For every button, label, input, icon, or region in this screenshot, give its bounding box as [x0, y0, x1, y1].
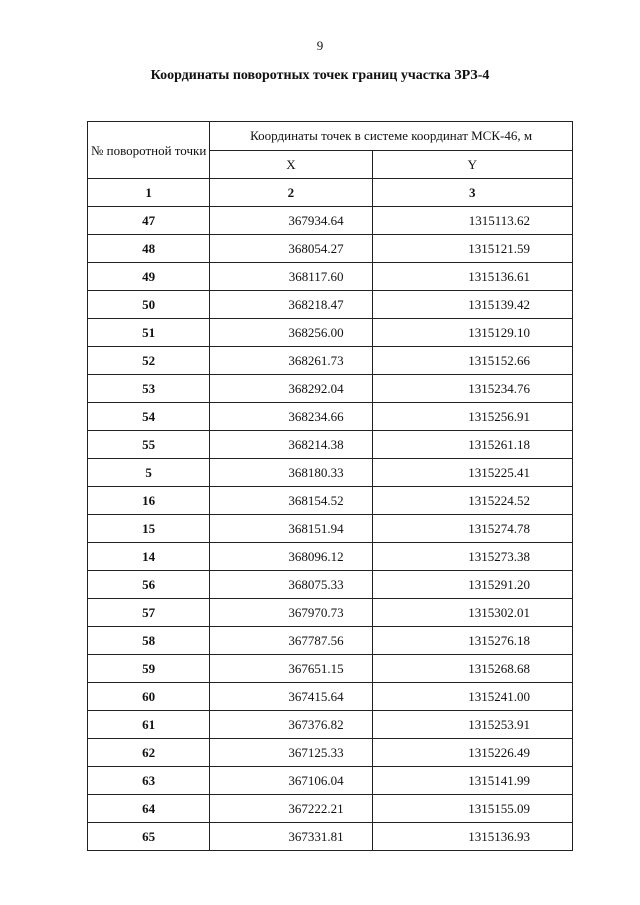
table-row [88, 291, 573, 319]
table-row [88, 767, 573, 795]
table-row [88, 795, 573, 823]
point-number: 61 [88, 711, 210, 739]
point-number: 51 [88, 319, 210, 347]
coord-x: 367222.21 [210, 795, 372, 823]
page-number: 9 [316, 38, 324, 53]
coord-y: 1315129.10 [372, 319, 572, 347]
coord-y: 1315226.49 [372, 739, 572, 767]
column-number: 1 [88, 179, 210, 207]
header-point-number: № поворотной точки [88, 122, 210, 179]
coord-x: 368292.04 [210, 375, 372, 403]
point-number: 5 [88, 459, 210, 487]
coord-x: 368117.60 [210, 263, 372, 291]
point-number: 62 [88, 739, 210, 767]
point-number: 47 [88, 207, 210, 235]
coord-x: 368261.73 [210, 347, 372, 375]
coord-x: 368075.33 [210, 571, 372, 599]
coord-y: 1315113.62 [372, 207, 572, 235]
table-row [88, 403, 573, 431]
point-number: 59 [88, 655, 210, 683]
coord-x: 368180.33 [210, 459, 372, 487]
coord-x: 367106.04 [210, 767, 372, 795]
point-number: 53 [88, 375, 210, 403]
coord-x: 367651.15 [210, 655, 372, 683]
table-row [88, 207, 573, 235]
point-number: 64 [88, 795, 210, 823]
point-number: 56 [88, 571, 210, 599]
coord-y: 1315155.09 [372, 795, 572, 823]
table-row [88, 823, 573, 851]
coord-y: 1315268.68 [372, 655, 572, 683]
header-y: Y [372, 151, 572, 179]
table-body [88, 207, 573, 851]
coord-x: 367415.64 [210, 683, 372, 711]
table-row [88, 543, 573, 571]
header-x: X [210, 151, 372, 179]
point-number: 60 [88, 683, 210, 711]
table-row [88, 235, 573, 263]
point-number: 63 [88, 767, 210, 795]
point-number: 54 [88, 403, 210, 431]
coord-x: 368214.38 [210, 431, 372, 459]
coord-x: 368154.52 [210, 487, 372, 515]
coord-y: 1315241.00 [372, 683, 572, 711]
coord-x: 367787.56 [210, 627, 372, 655]
coord-y: 1315273.38 [372, 543, 572, 571]
column-numbering-row [88, 179, 573, 207]
header-coordinate-system: Координаты точек в системе координат МСК-46, м [210, 122, 573, 151]
table-row [88, 599, 573, 627]
point-number: 14 [88, 543, 210, 571]
coord-y: 1315256.91 [372, 403, 572, 431]
point-number: 16 [88, 487, 210, 515]
coord-y: 1315141.99 [372, 767, 572, 795]
table-row [88, 627, 573, 655]
point-number: 50 [88, 291, 210, 319]
table-row [88, 571, 573, 599]
coord-y: 1315253.91 [372, 711, 572, 739]
point-number: 55 [88, 431, 210, 459]
table-row [88, 459, 573, 487]
table-row [88, 375, 573, 403]
table-row [88, 431, 573, 459]
column-number: 3 [372, 179, 572, 207]
coord-y: 1315152.66 [372, 347, 572, 375]
point-number: 65 [88, 823, 210, 851]
coord-y: 1315139.42 [372, 291, 572, 319]
table-row [88, 655, 573, 683]
table-row [88, 739, 573, 767]
coord-x: 368096.12 [210, 543, 372, 571]
point-number: 58 [88, 627, 210, 655]
table-row [88, 347, 573, 375]
coord-x: 368218.47 [210, 291, 372, 319]
coord-y: 1315274.78 [372, 515, 572, 543]
coord-y: 1315121.59 [372, 235, 572, 263]
coord-x: 367970.73 [210, 599, 372, 627]
coord-x: 368054.27 [210, 235, 372, 263]
coord-y: 1315136.93 [372, 823, 572, 851]
point-number: 52 [88, 347, 210, 375]
coord-y: 1315225.41 [372, 459, 572, 487]
table-row [88, 319, 573, 347]
coord-x: 367125.33 [210, 739, 372, 767]
page-title: Координаты поворотных точек границ участка ЗРЗ-4 [150, 68, 490, 83]
coord-y: 1315224.52 [372, 487, 572, 515]
table-row [88, 711, 573, 739]
coord-y: 1315276.18 [372, 627, 572, 655]
table-row [88, 515, 573, 543]
coord-x: 367331.81 [210, 823, 372, 851]
table-header [88, 122, 573, 207]
table-row [88, 263, 573, 291]
coord-x: 368151.94 [210, 515, 372, 543]
coord-y: 1315234.76 [372, 375, 572, 403]
table-row [88, 487, 573, 515]
coord-x: 368234.66 [210, 403, 372, 431]
coord-y: 1315291.20 [372, 571, 572, 599]
coord-y: 1315136.61 [372, 263, 572, 291]
column-number: 2 [210, 179, 372, 207]
coordinates-table [87, 121, 573, 851]
coord-y: 1315302.01 [372, 599, 572, 627]
table-row [88, 683, 573, 711]
point-number: 15 [88, 515, 210, 543]
coord-x: 367934.64 [210, 207, 372, 235]
coord-x: 367376.82 [210, 711, 372, 739]
coord-x: 368256.00 [210, 319, 372, 347]
point-number: 49 [88, 263, 210, 291]
coord-y: 1315261.18 [372, 431, 572, 459]
point-number: 57 [88, 599, 210, 627]
point-number: 48 [88, 235, 210, 263]
